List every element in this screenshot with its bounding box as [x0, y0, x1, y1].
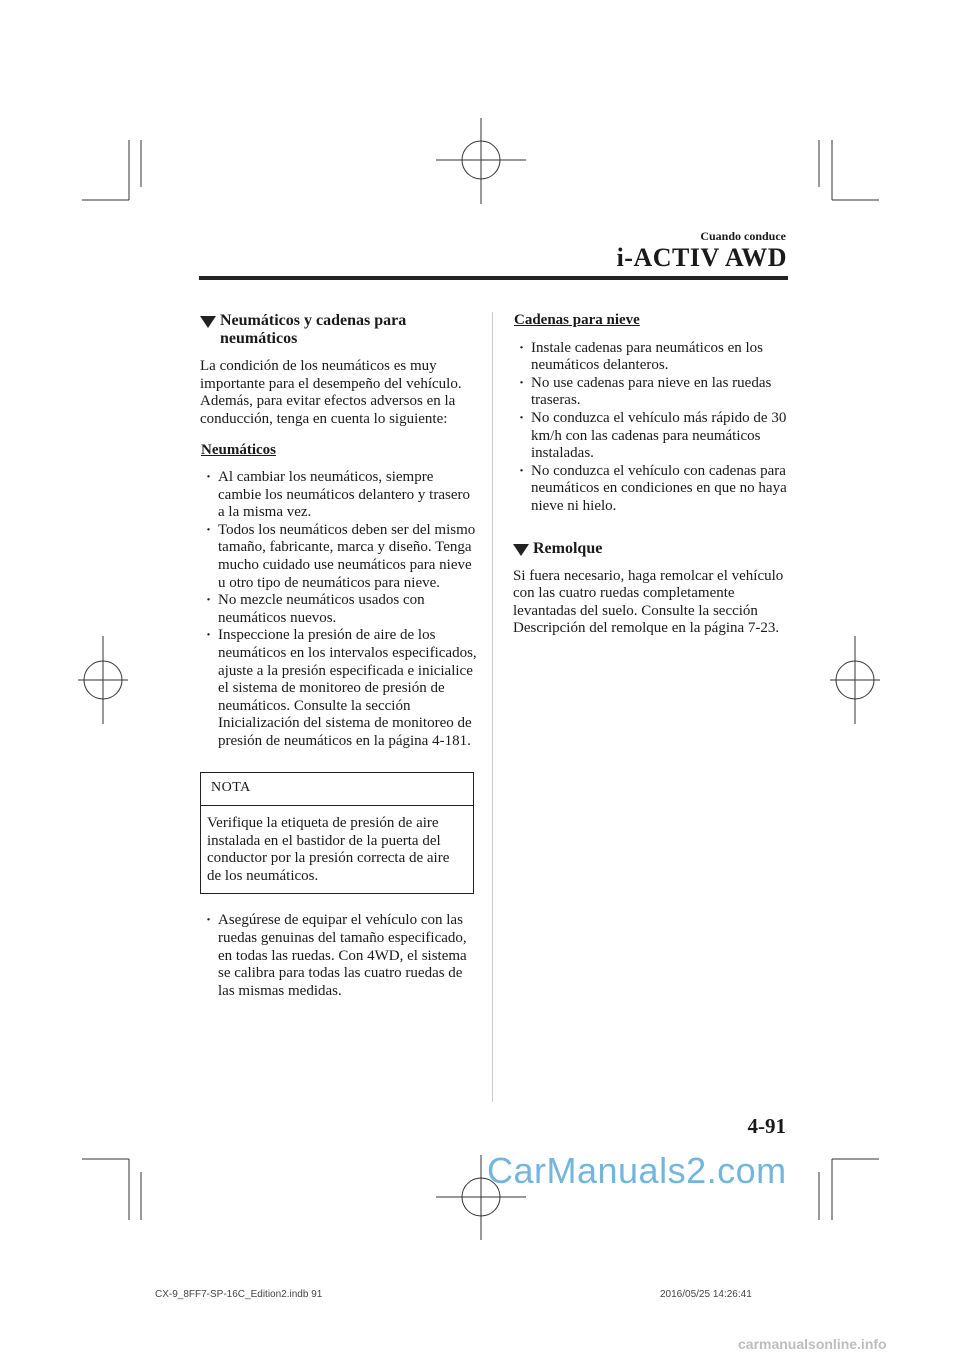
- list-item: · Inspeccione la presión de aire de los neumáticos en los intervalos especificados, ajuste a la presión especificada e inicialice el sistema de monitoreo de presión de neumáticos. Consulte la sección Inicialización del sistema de monitoreo de presión de neumáticos en la página 4-181.: [206, 627, 478, 750]
- list-item: · Asegúrese de equipar el vehículo con las ruedas genuinas del tamaño especificado, en todas las ruedas. Con 4WD, el sistema se calibra para todas las cuatro ruedas de las mismas medidas.: [206, 912, 478, 1000]
- list-item: · Instale cadenas para neumáticos en los neumáticos delanteros.: [519, 340, 788, 375]
- column-divider: [492, 312, 493, 1102]
- subheading-snow-chains: Cadenas para nieve: [514, 312, 640, 328]
- section-heading-text: Remolque: [533, 539, 603, 557]
- list-item: · Todos los neumáticos deben ser del mismo tamaño, fabricante, marca y diseño. Tenga mucho cuidado use neumáticos para nieve u otro tipo de neumáticos para nieve.: [206, 522, 478, 592]
- footer-timestamp: 2016/05/25 14:26:41: [660, 1289, 752, 1300]
- tires-bullet-list-2: [206, 912, 478, 1000]
- tires-bullet-list: [206, 469, 478, 751]
- section-heading-text: Neumáticos y cadenas para neumáticos: [220, 312, 407, 347]
- intro-paragraph: La condición de los neumáticos es muy importante para el desempeño del vehículo. Además, para evitar efectos adversos en la conducción, tenga en cuenta lo siguiente:: [200, 358, 462, 427]
- list-item: · No conduzca el vehículo más rápido de 30 km/h con las cadenas para neumáticos instaladas.: [519, 410, 788, 463]
- triangle-down-icon: [513, 544, 529, 556]
- note-title: NOTA: [201, 773, 473, 806]
- towing-paragraph: Si fuera necesario, haga remolcar el vehículo con las cuatro ruedas completamente levantadas del suelo. Consulte la sección Descripción del remolque en la página 7-23.: [513, 567, 784, 637]
- note-box: [200, 772, 474, 894]
- list-item: · Al cambiar los neumáticos, siempre cambie los neumáticos delantero y trasero a la misma vez.: [206, 469, 478, 522]
- right-column: [513, 312, 788, 652]
- triangle-down-icon: [200, 316, 216, 328]
- watermark-site: carmanualsonline.info: [738, 1336, 887, 1352]
- section-heading-towing: [513, 540, 788, 558]
- left-column: [200, 312, 478, 1000]
- list-item: · No use cadenas para nieve en las ruedas traseras.: [519, 375, 788, 410]
- page-number: 4-91: [747, 1114, 786, 1138]
- section-label: Cuando conduce: [700, 229, 786, 243]
- header-rule: [199, 276, 788, 280]
- note-body: Verifique la etiqueta de presión de aire instalada en el bastidor de la puerta del conductor por la presión correcta de aire de los neumáticos.: [207, 815, 450, 884]
- section-heading-tires: [200, 312, 478, 348]
- watermark-logo: CarManuals2.com: [487, 1150, 787, 1191]
- subheading-tires: Neumáticos: [201, 442, 276, 459]
- list-item: · No conduzca el vehículo con cadenas para neumáticos en condiciones en que no haya nieve ni hielo.: [519, 463, 788, 516]
- snow-chains-bullet-list: [519, 340, 788, 516]
- list-item: · No mezcle neumáticos usados con neumáticos nuevos.: [206, 592, 478, 627]
- footer-file-info: CX-9_8FF7-SP-16C_Edition2.indb 91: [155, 1289, 323, 1300]
- page-title: i-ACTIV AWD: [616, 243, 787, 272]
